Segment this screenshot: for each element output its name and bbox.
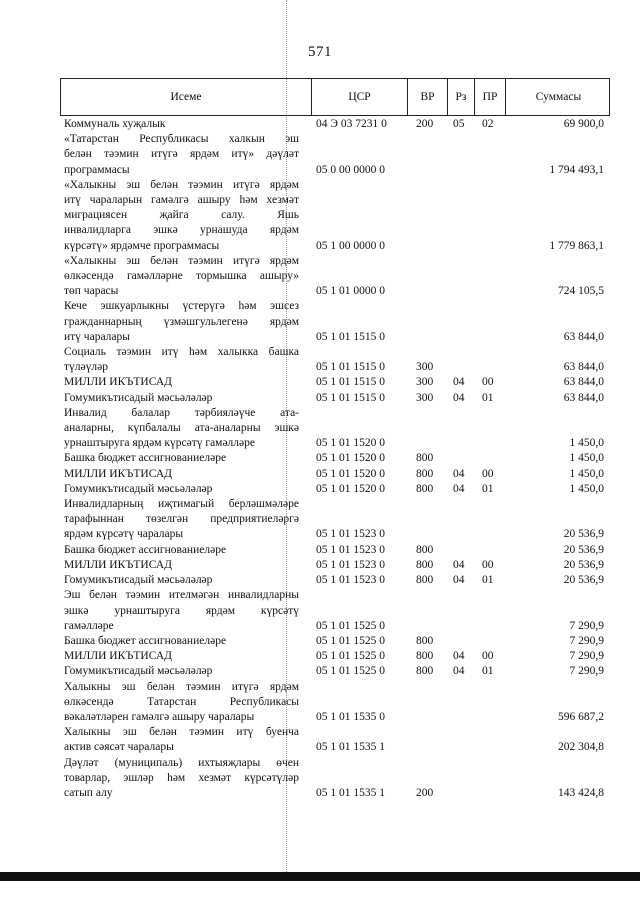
row-sum: 7 290,9: [569, 634, 604, 647]
budget-table-body: [64, 117, 604, 801]
row-vr: 800: [416, 634, 434, 647]
table-row: [64, 680, 604, 726]
table-row: [64, 451, 604, 466]
row-name-line: Эш белән тәэмин ителмәгән инвалидларны: [64, 589, 299, 602]
row-rz: 04: [453, 558, 465, 571]
row-name-line: Башка бюджет ассигнованиеләре: [64, 634, 227, 647]
row-pr: 00: [482, 467, 494, 480]
row-sum: 143 424,8: [558, 786, 604, 799]
row-csr: 05 1 00 0000 0: [316, 239, 385, 252]
row-name-line: сатып алу: [64, 786, 113, 799]
row-vr: 800: [416, 650, 434, 663]
row-name-line: өлкәсендә гамәлләрне тормышка ашыру»: [64, 270, 299, 283]
page-number: 571: [308, 44, 332, 60]
row-vr: 800: [416, 574, 434, 587]
row-csr: 05 1 01 1520 0: [316, 437, 385, 450]
row-pr: 00: [482, 650, 494, 663]
row-sum: 20 536,9: [563, 574, 604, 587]
row-pr: 02: [482, 118, 494, 130]
row-csr: 04 Э 03 7231 0: [316, 118, 387, 130]
row-pr: 00: [482, 558, 494, 571]
row-name-line: МИЛЛИ ИКЪТИСАД: [64, 376, 172, 389]
table-row: [64, 375, 604, 390]
row-rz: 04: [453, 650, 465, 663]
row-sum: 20 536,9: [563, 558, 604, 571]
row-name-line: Инвалид балалар тәрбияләүче ата-: [64, 406, 299, 419]
table-row: [64, 558, 604, 573]
row-csr: 05 1 01 1535 1: [316, 741, 385, 754]
row-name-line: итү чаралары: [64, 330, 130, 343]
table-row: [64, 178, 604, 254]
table-row: [64, 132, 604, 178]
row-csr: 05 1 01 1535 0: [316, 710, 385, 723]
row-name-line: Гомумикътисадый мәсьәләләр: [64, 665, 213, 678]
row-sum: 1 794 493,1: [549, 163, 604, 176]
row-name-line: товарлар, эшләр һәм хезмәт күрсәтүләр: [64, 771, 299, 784]
row-rz: 04: [453, 467, 465, 480]
row-csr: 05 1 01 1523 0: [316, 574, 385, 587]
row-sum: 7 290,9: [569, 650, 604, 663]
row-name-line: МИЛЛИ ИКЪТИСАД: [64, 558, 172, 571]
table-row: [64, 467, 604, 482]
row-name-line: гамәлләре: [64, 619, 114, 632]
row-pr: 01: [482, 482, 494, 495]
row-rz: 04: [453, 665, 465, 678]
row-name-line: түләүләр: [64, 361, 108, 374]
row-rz: 04: [453, 574, 465, 587]
row-rz: 04: [453, 482, 465, 495]
row-sum: 7 290,9: [569, 619, 604, 632]
table-row: [64, 497, 604, 543]
row-sum: 596 687,2: [558, 710, 604, 723]
row-sum: 724 105,5: [558, 285, 604, 298]
table-row: [64, 299, 604, 345]
row-csr: 05 1 01 0000 0: [316, 285, 385, 298]
row-name-line: программасы: [64, 163, 130, 176]
row-csr: 05 1 01 1535 1: [316, 786, 385, 799]
row-name-line: вәкаләтләрен гамәлгә ашыру чаралары: [64, 710, 255, 723]
table-row: [64, 588, 604, 634]
row-sum: 63 844,0: [563, 391, 604, 404]
row-csr: 05 1 01 1523 0: [316, 543, 385, 556]
row-name-line: «Татарстан Республикасы халкын эш: [64, 133, 299, 146]
row-name-line: Гомумикътисадый мәсьәләләр: [64, 482, 213, 495]
row-csr: 05 1 01 1525 0: [316, 619, 385, 632]
table-row: [64, 634, 604, 649]
table-row: [64, 573, 604, 588]
row-vr: 800: [416, 665, 434, 678]
row-rz: 04: [453, 391, 465, 404]
column-header-sum: Суммасы: [535, 91, 582, 103]
row-sum: 1 450,0: [569, 437, 604, 450]
row-name-line: белән тәэмин итүгә ярдәм итү» дәүләт: [64, 148, 299, 161]
row-name-line: итү чараларын гамәлгә ашыру һәм хезмәт: [64, 194, 299, 207]
table-header: [60, 78, 610, 116]
row-vr: 200: [416, 786, 434, 799]
row-vr: 800: [416, 452, 434, 465]
row-name-line: ярдәм күрсәтү чаралары: [64, 528, 184, 541]
table-row: [64, 117, 604, 132]
table-row: [64, 664, 604, 679]
row-name-line: урнаштыруга ярдәм күрсәтү гамәлләре: [64, 437, 255, 450]
row-rz: 04: [453, 376, 465, 389]
row-name-line: «Халыкны эш белән тәэмин итүгә ярдәм: [64, 254, 299, 267]
row-name-line: Гомумикътисадый мәсьәләләр: [64, 391, 213, 404]
row-vr: 800: [416, 558, 434, 571]
row-sum: 202 304,8: [558, 741, 604, 754]
row-name-line: Башка бюджет ассигнованиеләре: [64, 543, 227, 556]
row-name-line: Коммуналь хуҗалык: [64, 118, 166, 130]
row-name-line: Социаль тәэмин итү һәм халыкка башка: [64, 346, 299, 359]
row-name-line: төп чарасы: [64, 285, 119, 298]
row-csr: 05 1 01 1525 0: [316, 634, 385, 647]
column-header-pr: ПР: [475, 79, 506, 115]
row-name-line: аналарны, күпбалалы ата-аналарны эшкә: [64, 422, 299, 435]
row-csr: 05 1 01 1515 0: [316, 361, 385, 374]
row-name-line: күрсәтү» ярдәмче программасы: [64, 239, 220, 252]
row-vr: 300: [416, 376, 434, 389]
row-name-line: гражданнарның үзмәшгульлегенә ярдәм: [64, 315, 299, 328]
row-csr: 05 1 01 1515 0: [316, 376, 385, 389]
row-sum: 20 536,9: [563, 528, 604, 541]
row-pr: 01: [482, 665, 494, 678]
row-vr: 800: [416, 482, 434, 495]
scan-border: [0, 872, 640, 881]
column-header-vr: ВР: [408, 79, 448, 115]
row-sum: 63 844,0: [563, 361, 604, 374]
table-row: [64, 482, 604, 497]
row-csr: 05 1 01 1523 0: [316, 528, 385, 541]
row-sum: 69 900,0: [563, 118, 604, 130]
row-csr: 05 1 01 1515 0: [316, 330, 385, 343]
row-name-line: Кече эшкуарлыкны үстерүгә һәм эшсез: [64, 300, 299, 313]
row-pr: 01: [482, 391, 494, 404]
table-row: [64, 254, 604, 300]
row-vr: 800: [416, 543, 434, 556]
row-vr: 200: [416, 118, 434, 130]
row-name-line: тарафыннан төзелгән предприятиеләргә: [64, 513, 299, 526]
row-pr: 00: [482, 376, 494, 389]
row-rz: 05: [453, 118, 465, 130]
row-vr: 800: [416, 467, 434, 480]
row-sum: 1 779 863,1: [549, 239, 604, 252]
column-header-rz: Рз: [448, 79, 475, 115]
row-vr: 300: [416, 391, 434, 404]
row-name-line: Гомумикътисадый мәсьәләләр: [64, 574, 213, 587]
row-csr: 05 1 01 1525 0: [316, 665, 385, 678]
row-name-line: Инвалидларның иҗтимагый берләшмәләре: [64, 498, 299, 511]
row-csr: 05 1 01 1520 0: [316, 467, 385, 480]
table-row: [64, 725, 604, 755]
row-sum: 1 450,0: [569, 452, 604, 465]
table-row: [64, 391, 604, 406]
table-row: [64, 406, 604, 452]
row-sum: 1 450,0: [569, 482, 604, 495]
row-name-line: миграциясен җайга салу. Яшь: [64, 209, 299, 222]
row-pr: 01: [482, 574, 494, 587]
row-name-line: Халыкны эш белән тәэмин итүгә ярдәм: [64, 680, 299, 693]
row-csr: 05 1 01 1525 0: [316, 650, 385, 663]
row-csr: 05 0 00 0000 0: [316, 163, 385, 176]
row-name-line: эшкә урнаштыруга ярдәм күрсәтү: [64, 604, 299, 617]
row-csr: 05 1 01 1520 0: [316, 482, 385, 495]
column-header-csr: ЦСР: [312, 79, 408, 115]
row-name-line: МИЛЛИ ИКЪТИСАД: [64, 467, 172, 480]
row-name-line: МИЛЛИ ИКЪТИСАД: [64, 650, 172, 663]
row-sum: 1 450,0: [569, 467, 604, 480]
row-sum: 63 844,0: [563, 376, 604, 389]
table-row: [64, 649, 604, 664]
row-csr: 05 1 01 1520 0: [316, 452, 385, 465]
row-sum: 63 844,0: [563, 330, 604, 343]
row-name-line: Дәүләт (муниципаль) ихтыяҗлары өчен: [64, 756, 299, 769]
row-name-line: Башка бюджет ассигнованиеләре: [64, 452, 227, 465]
row-name-line: актив сәясәт чаралары: [64, 741, 174, 754]
row-csr: 05 1 01 1523 0: [316, 558, 385, 571]
row-name-line: Халыкны эш белән тәэмин итү буенча: [64, 726, 299, 739]
table-row: [64, 756, 604, 802]
table-row: [64, 543, 604, 558]
row-csr: 05 1 01 1515 0: [316, 391, 385, 404]
row-vr: 300: [416, 361, 434, 374]
row-name-line: инвалидларга эшкә урнашуда ярдәм: [64, 224, 299, 237]
row-name-line: өлкәсендә Татарстан Республикасы: [64, 695, 299, 708]
row-sum: 20 536,9: [563, 543, 604, 556]
row-name-line: «Халыкны эш белән тәэмин итүгә ярдәм: [64, 178, 299, 191]
column-header-name: Исеме: [61, 79, 312, 115]
row-sum: 7 290,9: [569, 665, 604, 678]
table-row: [64, 345, 604, 375]
